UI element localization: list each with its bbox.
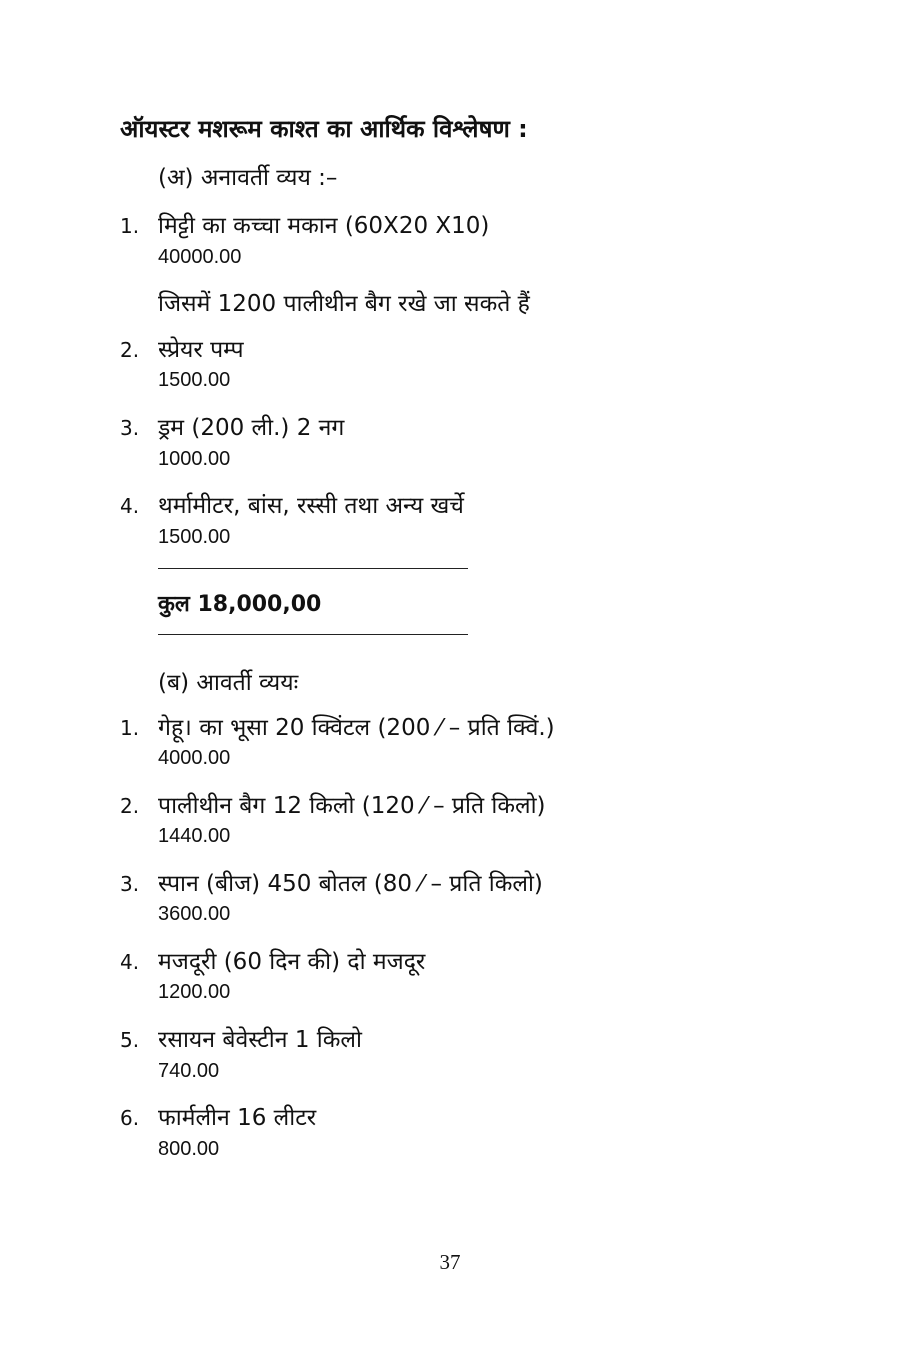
- total-line: कुल 18,000,00: [158, 592, 322, 617]
- item-amount: 4000.00: [158, 747, 231, 769]
- item-number: 1.: [120, 716, 140, 740]
- item-description: ड्रम (200 ली.) 2 नग: [158, 415, 345, 441]
- item-amount: 740.00: [158, 1060, 220, 1082]
- item-number: 1.: [120, 214, 140, 238]
- item-number: 4.: [120, 494, 140, 518]
- item-description: स्प्रेयर पम्प: [158, 337, 244, 363]
- item-amount: 1500.00: [158, 526, 231, 548]
- divider: [158, 634, 468, 635]
- item-amount: 1000.00: [158, 448, 231, 470]
- item-description: थर्मामीटर, बांस, रस्सी तथा अन्य खर्चे: [158, 493, 464, 519]
- item-number: 6.: [120, 1106, 140, 1130]
- item-description: स्पान (बीज) 450 बोतल (80 ⁄ – प्रति किलो): [158, 871, 543, 897]
- item-number: 3.: [120, 872, 140, 896]
- document-title: ऑयस्टर मशरूम काश्त का आर्थिक विश्लेषण :: [120, 115, 528, 143]
- item-number: 4.: [120, 950, 140, 974]
- item-description: मिट्टी का कच्चा मकान (60X20 X10): [158, 213, 490, 239]
- item-amount: 3600.00: [158, 903, 231, 925]
- item-description: रसायन बेवेस्टीन 1 किलो: [158, 1027, 362, 1053]
- item-amount: 1440.00: [158, 825, 231, 847]
- item-number: 3.: [120, 416, 140, 440]
- item-number: 5.: [120, 1028, 140, 1052]
- item-amount: 1200.00: [158, 981, 231, 1003]
- item-amount: 40000.00: [158, 246, 242, 268]
- item-number: 2.: [120, 794, 140, 818]
- item-description: फार्मलीन 16 लीटर: [158, 1105, 317, 1131]
- section-b-heading: (ब) आवर्ती व्ययः: [158, 670, 299, 696]
- item-description: मजदूरी (60 दिन की) दो मजदूर: [158, 949, 426, 975]
- item-amount: 1500.00: [158, 369, 231, 391]
- item-description: गेहू। का भूसा 20 क्विंटल (200 ⁄ – प्रति क्विं.): [158, 715, 555, 741]
- item-note: जिसमें 1200 पालीथीन बैग रखे जा सकते हैं: [158, 291, 530, 317]
- item-description: पालीथीन बैग 12 किलो (120 ⁄ – प्रति किलो): [158, 793, 546, 819]
- page-number: 37: [439, 1250, 461, 1274]
- item-number: 2.: [120, 338, 140, 362]
- item-amount: 800.00: [158, 1138, 220, 1160]
- section-a-heading: (अ) अनावर्ती व्यय :–: [158, 165, 338, 191]
- divider: [158, 568, 468, 569]
